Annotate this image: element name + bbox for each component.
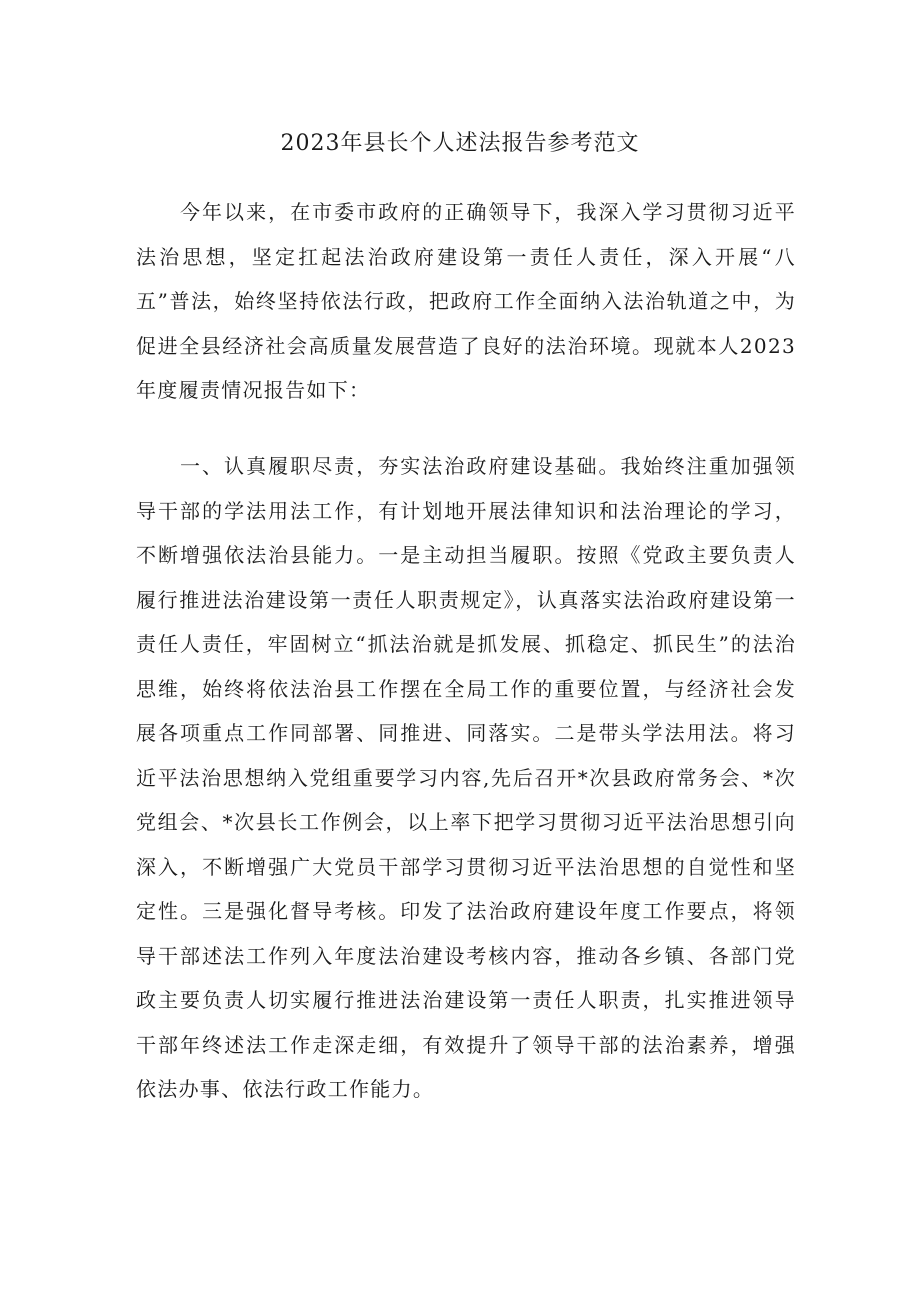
document-title: 2023年县长个人述法报告参考范文	[280, 131, 640, 156]
paragraph-section-one: 一、认真履职尽责，夯实法治政府建设基础。我始终注重加强领导干部的学法用法工作，有计划地开展法律知识和法治理论的学习，不断增强依法治县能力。一是主动担当履职。按照《党政主要负责人履行推进法治建设第一责任人职责规定》，认真落实法治政府建设第一责任人责任，牢固树立“抓法治就是抓发展、抓稳定、抓民生”的法治思维，始终将依法治县工作摆在全局工作的重要位置，与经济社会发展各项重点工作同部署、同推进、同落实。二是带头学法用法。将习近平法治思想纳入党组重要学习内容,先后召开*次县政府常务会、*次党组会、*次县长工作例会，以上率下把学习贯彻习近平法治思想引向深入，不断增强广大党员干部学习贯彻习近平法治思想的自觉性和坚定性。三是强化督导考核。印发了法治政府建设年度工作要点，将领导干部述法工作列入年度法治建设考核内容，推动各乡镇、各部门党政主要负责人切实履行推进法治建设第一责任人职责，扎实推进领导干部年终述法工作走深走细，有效提升了领导干部的法治素养，增强依法办事、依法行政工作能力。	[136, 454, 796, 1101]
paragraph-intro: 今年以来，在市委市政府的正确领导下，我深入学习贯彻习近平法治思想，坚定扛起法治政府建设第一责任人责任，深入开展“八五”普法，始终坚持依法行政，把政府工作全面纳入法治轨道之中，为促进全县经济社会高质量发展营造了良好的法治环境。现就本人2023年度履责情况报告如下：	[136, 200, 796, 402]
